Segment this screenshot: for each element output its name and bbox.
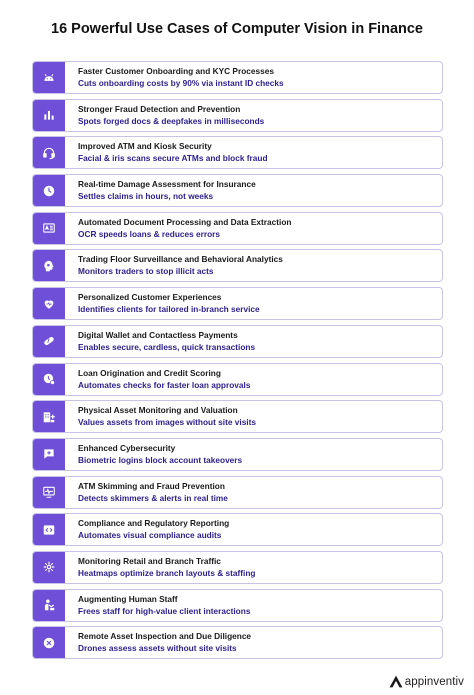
brand-logo: [389, 675, 464, 688]
icon-tile: [33, 514, 65, 545]
item-title: ATM Skimming and Fraud Prevention: [78, 480, 225, 491]
item-title: Faster Customer Onboarding and KYC Processes: [78, 66, 274, 76]
icon-tile: [33, 213, 65, 244]
item-title: Automated Document Processing and Data Extraction: [78, 216, 292, 227]
item-title: Improved ATM and Kiosk Security: [78, 141, 212, 152]
icon-tile: [33, 250, 65, 281]
item-title: Loan Origination and Credit Scoring: [78, 367, 221, 378]
item-subtitle: Settles claims in hours, not weeks: [78, 191, 214, 202]
item-subtitle: Detects skimmers & alerts in real time: [78, 492, 228, 503]
icon-tile: [33, 62, 65, 93]
android-icon: [42, 71, 56, 85]
item-subtitle: Frees staff for high-value client interactions: [78, 605, 251, 616]
coin-clock-icon: [42, 372, 56, 386]
item-subtitle: Drones assess assets without site visits: [78, 643, 237, 654]
icon-tile: [33, 401, 65, 432]
document-text-icon: [42, 221, 56, 235]
list-item: [32, 551, 443, 584]
item-title: Remote Asset Inspection and Due Diligence: [78, 631, 252, 642]
item-subtitle: Heatmaps optimize branch layouts & staffing: [78, 567, 256, 578]
item-title: Compliance and Regulatory Reporting: [78, 518, 230, 529]
icon-tile: [33, 439, 65, 470]
item-subtitle: Values assets from images without site visits: [78, 417, 256, 428]
list-item: [32, 626, 443, 659]
list-item: [32, 589, 443, 622]
person-assist-icon: [42, 598, 56, 612]
list-item: [32, 325, 443, 358]
list-item: [32, 513, 443, 546]
clock-icon: [42, 184, 56, 198]
list-item: [32, 363, 443, 396]
item-subtitle: Automates checks for faster loan approvals: [78, 379, 251, 390]
brand-name: appinventiv: [404, 675, 464, 688]
item-title: Enhanced Cybersecurity: [78, 442, 176, 453]
list-item: [32, 61, 443, 94]
item-subtitle: Automates visual compliance audits: [78, 530, 222, 541]
list-item: [32, 212, 443, 245]
icon-tile: [33, 477, 65, 508]
pill-card-icon: [42, 334, 56, 348]
icon-tile: [33, 364, 65, 395]
item-title: Digital Wallet and Contactless Payments: [78, 329, 238, 340]
list-item: [32, 136, 443, 169]
heart-icon: [42, 297, 56, 311]
appinventiv-logo-icon: [389, 675, 403, 688]
list-item: [32, 287, 443, 320]
bar-chart-icon: [42, 108, 56, 122]
page-title: 16 Powerful Use Cases of Computer Vision in Finance: [51, 21, 423, 37]
headset-icon: [42, 146, 56, 160]
list-item: [32, 476, 443, 509]
item-title: Augmenting Human Staff: [78, 593, 178, 604]
list-item: [32, 400, 443, 433]
list-item: [32, 99, 443, 132]
brain-head-icon: [42, 259, 56, 273]
item-subtitle: Enables secure, cardless, quick transactions: [78, 341, 256, 352]
icon-tile: [33, 288, 65, 319]
message-plus-icon: [42, 447, 56, 461]
item-title: Monitoring Retail and Branch Traffic: [78, 555, 221, 566]
item-subtitle: Biometric logins block account takeovers: [78, 454, 243, 465]
item-title: Trading Floor Surveillance and Behavioral Analytics: [78, 254, 283, 265]
icon-tile: [33, 100, 65, 131]
use-case-list: [32, 61, 443, 664]
list-item: [32, 249, 443, 282]
item-title: Real-time Damage Assessment for Insurance: [78, 179, 256, 190]
item-subtitle: Cuts onboarding costs by 90% via instant ID checks: [78, 78, 284, 88]
item-title: Personalized Customer Experiences: [78, 292, 222, 303]
item-title: Physical Asset Monitoring and Valuation: [78, 405, 238, 416]
icon-tile: [33, 627, 65, 658]
item-title: Stronger Fraud Detection and Prevention: [78, 103, 241, 114]
icon-tile: [33, 590, 65, 621]
list-item: [32, 438, 443, 471]
item-subtitle: Spots forged docs & deepfakes in milliseconds: [78, 115, 265, 126]
icon-tile: [33, 552, 65, 583]
item-subtitle: OCR speeds loans & reduces errors: [78, 228, 221, 239]
icon-tile: [33, 137, 65, 168]
asterisk-icon: [42, 560, 56, 574]
list-item: [32, 174, 443, 207]
code-window-icon: [42, 523, 56, 537]
item-subtitle: Facial & iris scans secure ATMs and block fraud: [78, 153, 268, 164]
building-add-icon: [42, 410, 56, 424]
item-subtitle: Identifies clients for tailored in-branch service: [78, 304, 260, 315]
item-subtitle: Monitors traders to stop illicit acts: [78, 266, 214, 277]
icon-tile: [33, 175, 65, 206]
monitor-pulse-icon: [42, 485, 56, 499]
close-circle-icon: [42, 636, 56, 650]
icon-tile: [33, 326, 65, 357]
